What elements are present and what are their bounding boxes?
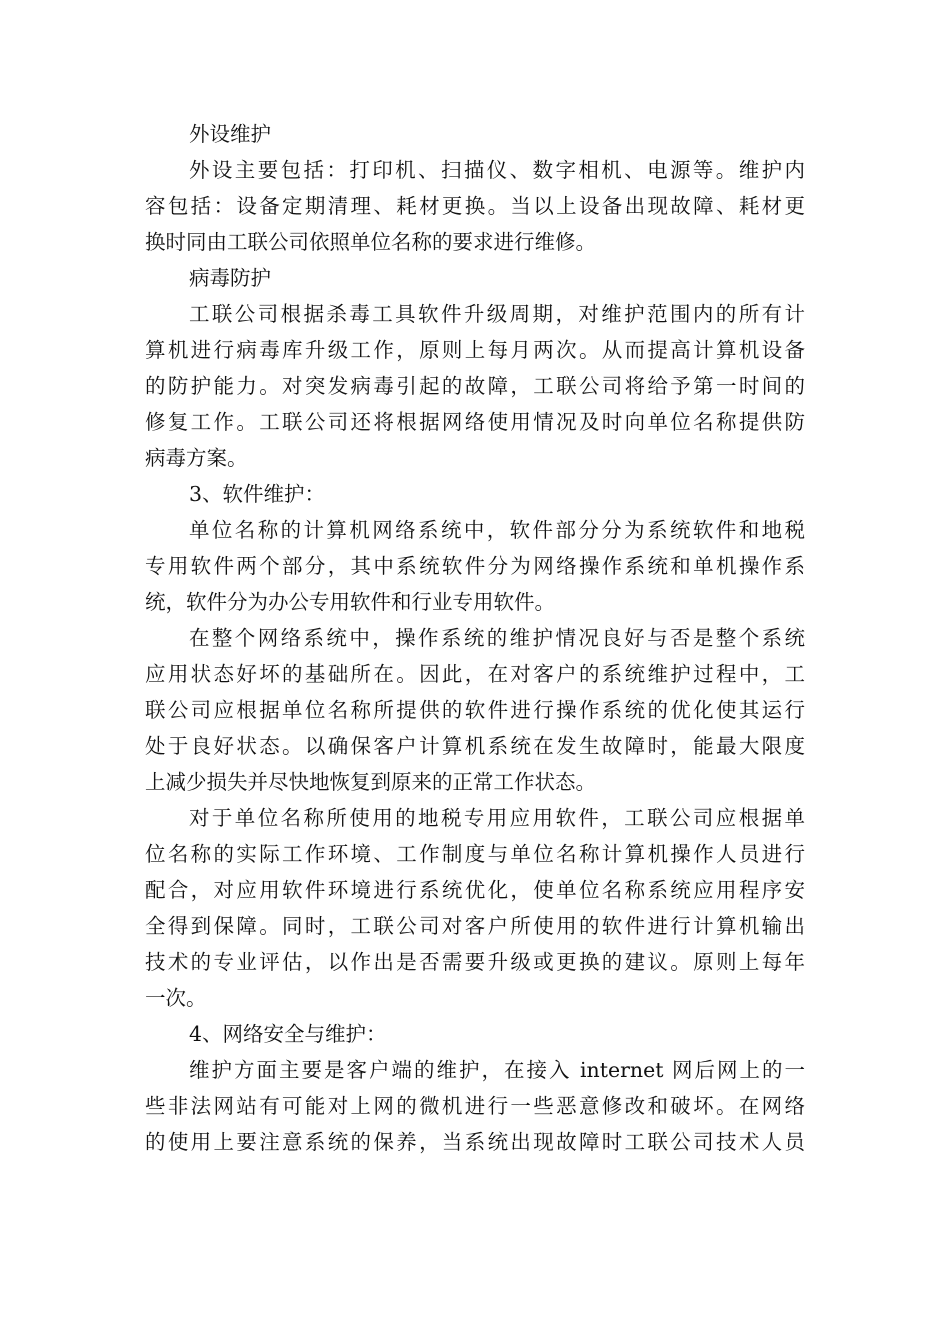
text-line: 位名称的实际工作环境、工作制度与单位名称计算机操作人员进行 bbox=[145, 842, 805, 866]
text-line: 病毒方案。 bbox=[145, 446, 248, 470]
text-line: 的使用上要注意系统的保养，当系统出现故障时工联公司技术人员 bbox=[145, 1130, 805, 1154]
text-line: 在整个网络系统中，操作系统的维护情况良好与否是整个系统 bbox=[189, 626, 805, 650]
text-line: 4、网络安全与维护： bbox=[189, 1022, 387, 1046]
text-line: 处于良好状态。以确保客户计算机系统在发生故障时，能最大限度 bbox=[145, 734, 805, 758]
text-line: 全得到保障。同时，工联公司对客户所使用的软件进行计算机输出 bbox=[145, 914, 805, 938]
text-line: 上减少损失并尽快地恢复到原来的正常工作状态。 bbox=[145, 770, 596, 794]
text-line: 联公司应根据单位名称所提供的软件进行操作系统的优化使其运行 bbox=[145, 698, 805, 722]
text-line: 3、软件维护： bbox=[189, 482, 326, 506]
document-page bbox=[145, 116, 805, 1160]
text-line: 统，软件分为办公专用软件和行业专用软件。 bbox=[145, 590, 555, 614]
text-line: 些非法网站有可能对上网的微机进行一些恶意修改和破坏。在网络 bbox=[145, 1094, 805, 1118]
text-line: 维护方面主要是客户端的维护，在接入 internet 网后网上的一 bbox=[189, 1058, 805, 1082]
text-line: 修复工作。工联公司还将根据网络使用情况及时向单位名称提供防 bbox=[145, 410, 805, 434]
text-line: 专用软件两个部分，其中系统软件分为网络操作系统和单机操作系 bbox=[145, 554, 805, 578]
text-line: 技术的专业评估，以作出是否需要升级或更换的建议。原则上每年 bbox=[145, 950, 805, 974]
text-line: 外设主要包括：打印机、扫描仪、数字相机、电源等。维护内 bbox=[189, 158, 805, 182]
text-line: 对于单位名称所使用的地税专用应用软件，工联公司应根据单 bbox=[189, 806, 805, 830]
text-line: 病毒防护 bbox=[189, 266, 271, 290]
text-line: 算机进行病毒库升级工作，原则上每月两次。从而提高计算机设备 bbox=[145, 338, 805, 362]
text-line: 工联公司根据杀毒工具软件升级周期，对维护范围内的所有计 bbox=[189, 302, 805, 326]
text-line: 一次。 bbox=[145, 986, 207, 1010]
text-line: 换时同由工联公司依照单位名称的要求进行维修。 bbox=[145, 230, 596, 254]
text-line: 的防护能力。对突发病毒引起的故障，工联公司将给予第一时间的 bbox=[145, 374, 805, 398]
text-line: 应用状态好坏的基础所在。因此，在对客户的系统维护过程中，工 bbox=[145, 662, 805, 686]
text-line: 外设维护 bbox=[189, 122, 271, 146]
text-line: 容包括：设备定期清理、耗材更换。当以上设备出现故障、耗材更 bbox=[145, 194, 805, 218]
text-line: 单位名称的计算机网络系统中，软件部分分为系统软件和地税 bbox=[189, 518, 805, 542]
text-line: 配合，对应用软件环境进行系统优化，使单位名称系统应用程序安 bbox=[145, 878, 805, 902]
